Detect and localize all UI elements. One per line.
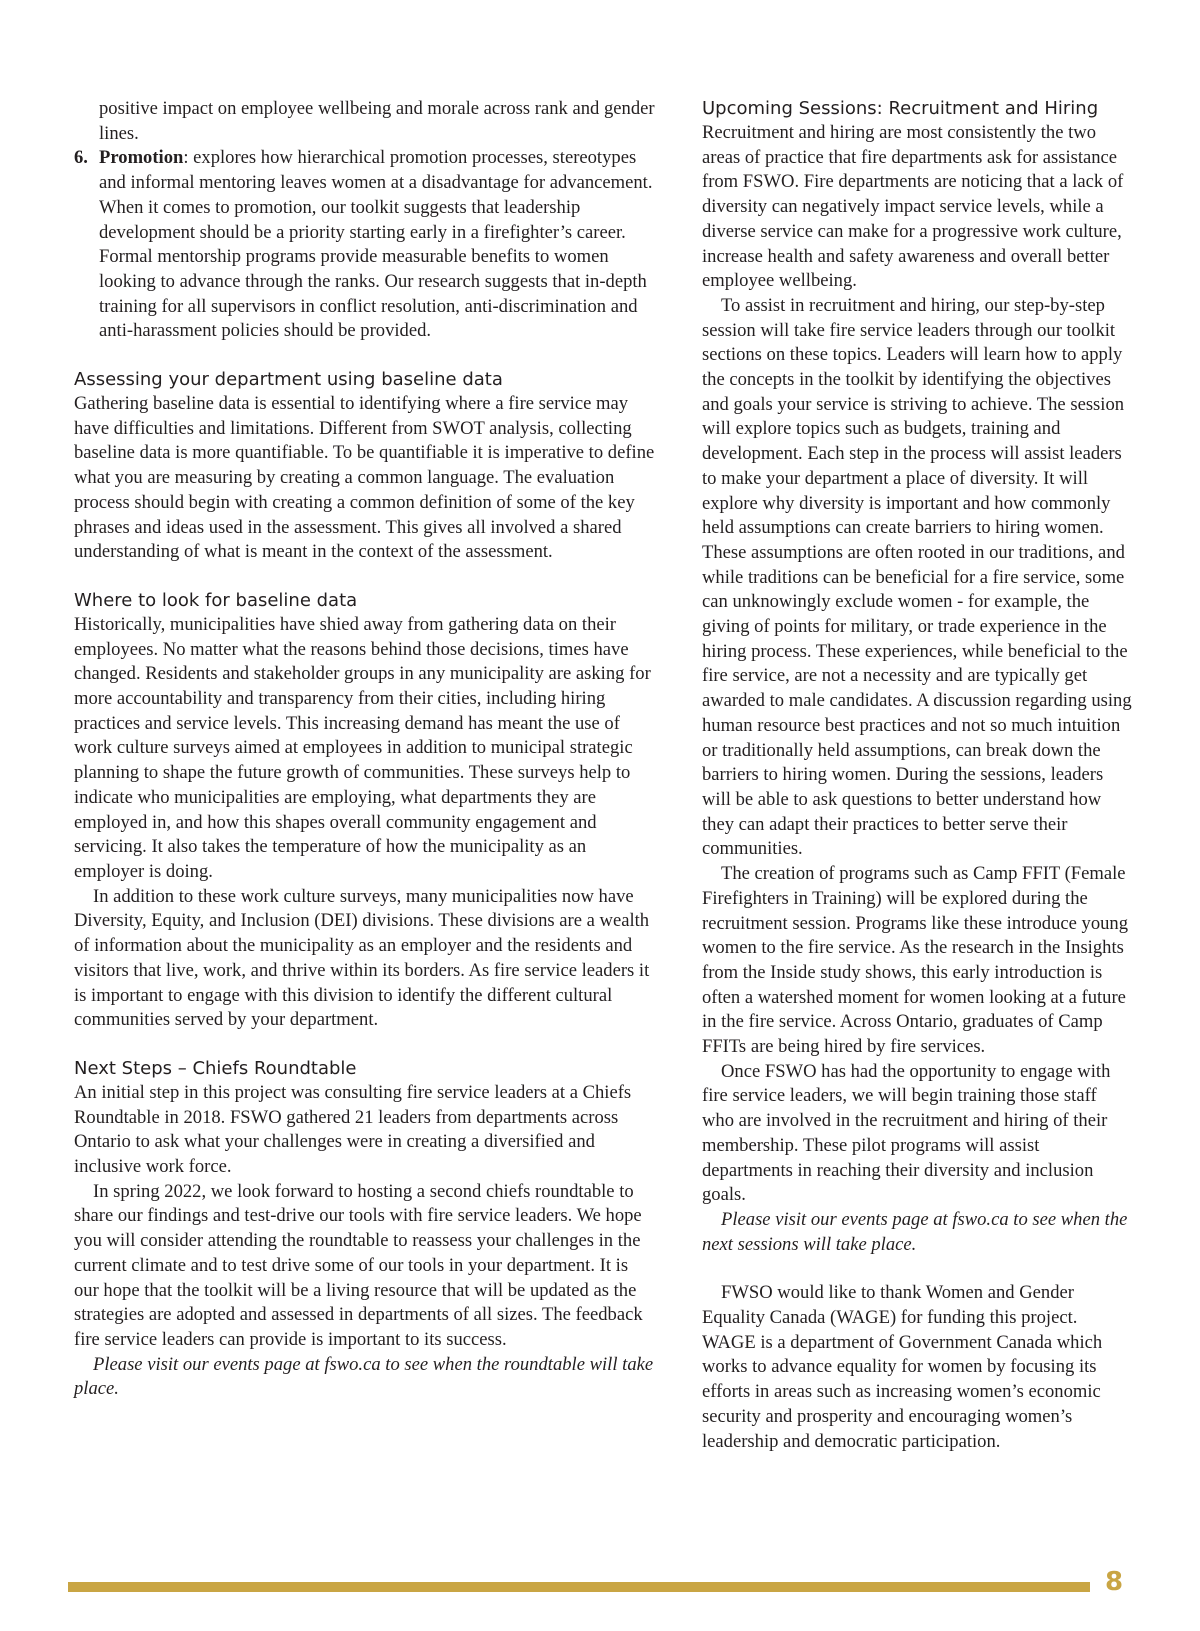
paragraph: In spring 2022, we look forward to hosting a second chiefs roundtable to share our findings and test-drive our tools with fire service leaders. We hope you will consider attending the roundtable to reassess your challenges in the current climate and to test drive some of our tools in your department. It is our hope that the toolkit will be a living resource that will be updated as the strategies are adopted and assessed in departments of all sizes. The feedback fire service leaders can provide is important to its success. (74, 1180, 643, 1350)
section-heading-next-steps: Next Steps – Chiefs Roundtable (74, 1057, 357, 1079)
paragraph: In addition to these work culture surveys, many municipalities now have Diversity, Equity, and Inclusion (DEI) divisions. These divisions are a wealth of information about the municipality as an employer and the residents and visitors that live, work, and thrive within its borders. As fire service leaders it is important to engage with this division to identify the different cultural communities served by your department. (74, 885, 650, 1031)
list-item-term: Promotion (99, 147, 184, 169)
right-column (702, 97, 1132, 1454)
list-number: 6. (74, 147, 88, 169)
list-item-5-continuation: positive impact on employee wellbeing and morale across rank and gender lines. (99, 98, 655, 144)
section-heading-recruitment: Upcoming Sessions: Recruitment and Hiring (702, 98, 1099, 119)
paragraph: Historically, municipalities have shied away from gathering data on their employees. No matter what the reasons behind those decisions, times have changed. Residents and stakeholder groups in any municipality are asking for more accountability and transparency from their cities, including hiring practices and service levels. This increasing demand has meant the use of work culture surveys aimed at employees in addition to municipal strategic planning to shape the future growth of communities. These surveys help to indicate who municipalities are employing, what departments they are employed in, and how this shapes overall community engagement and servicing. It also takes the temperature of how the municipality as an employer is doing. (74, 613, 651, 882)
events-note: Please visit our events page at fswo.ca to see when the roundtable will take place. (74, 1353, 654, 1400)
paragraph: Once FSWO has had the opportunity to engage with fire service leaders, we will begin training those staff who are involved in the recruitment and hiring of their membership. These pilot programs will assist departments in reaching their diversity and inclusion goals. (702, 1060, 1111, 1206)
section-heading-baseline: Assessing your department using baseline data (74, 369, 503, 391)
left-column (74, 97, 656, 1402)
acknowledgement-paragraph: FWSO would like to thank Women and Gender Equality Canada (WAGE) for funding this project. WAGE is a department of Government Canada which works to advance equality for women by focusing its efforts in areas such as increasing women’s economic security and prosperity and encouraging women’s leadership and democratic participation. (702, 1282, 1103, 1452)
paragraph: To assist in recruitment and hiring, our step-by-step session will take fire service leaders through our toolkit sections on these topics. Leaders will learn how to apply the concepts in the toolkit by identifying the objectives and goals your service is striving to achieve. The session will explore topics such as budgets, training and development. Each step in the process will assist leaders to make your department a place of diversity. It will explore why diversity is important and how commonly held assumptions can create barriers to hiring women. These assumptions are often rooted in our traditions, and while traditions can be beneficial for a fire service, some can unknowingly exclude women - for example, the giving of points for military, or trade experience in the hiring process. These experiences, while beneficial to the fire service, are not a necessity and are typically get awarded to male candidates. A discussion regarding using human resource best practices and not so much intuition or traditionally held assumptions, can break down the barriers to hiring women. During the sessions, leaders will be able to ask questions to better understand how they can adapt their practices to better serve their communities. (702, 294, 1132, 860)
paragraph: An initial step in this project was consulting fire service leaders at a Chiefs Roundtable in 2018. FSWO gathered 21 leaders from departments across Ontario to ask what your challenges were in creating a diversified and inclusive work force. (74, 1081, 632, 1178)
page-number: 8 (1104, 1567, 1124, 1597)
paragraph: Gathering baseline data is essential to identifying where a fire service may have difficulties and limitations. Different from SWOT analysis, collecting baseline data is more quantifiable. To be quantifiable it is imperative to define what you are measuring by creating a common language. The evaluation process should begin with creating a common definition of some of the key phrases and ideas used in the assessment. This gives all involved a shared understanding of what is meant in the context of the assessment. (74, 393, 655, 563)
list-item-6 (74, 146, 656, 344)
paragraph: Recruitment and hiring are most consistently the two areas of practice that fire departments ask for assistance from FSWO. Fire departments are noticing that a lack of diversity can negatively impact service levels, while a diverse service can make for a progressive work culture, increase health and safety awareness and overall better employee wellbeing. (702, 122, 1124, 292)
footer-accent-bar (68, 1582, 1090, 1592)
paragraph: The creation of programs such as Camp FFIT (Female Firefighters in Training) will be explored during the recruitment session. Programs like these introduce young women to the fire service. As the research in the Insights from the Inside study shows, this early introduction is often a watershed moment for women looking at a future in the fire service. Across Ontario, graduates of Camp FFITs are being hired by fire services. (702, 863, 1129, 1058)
list-item-text: : explores how hierarchical promotion processes, stereotypes and informal mentoring leaves women at a disadvantage for advancement. When it comes to promotion, our toolkit suggests that leadership development should be a priority starting early in a firefighter’s career. Formal mentorship programs provide measurable benefits to women looking to advance through the ranks. Our research suggests that in-depth training for all supervisors in conflict resolution, anti-discrimination and anti-harassment policies should be provided. (99, 147, 653, 342)
events-note: Please visit our events page at fswo.ca to see when the next sessions will take place. (702, 1208, 1128, 1255)
section-heading-where: Where to look for baseline data (74, 589, 358, 611)
